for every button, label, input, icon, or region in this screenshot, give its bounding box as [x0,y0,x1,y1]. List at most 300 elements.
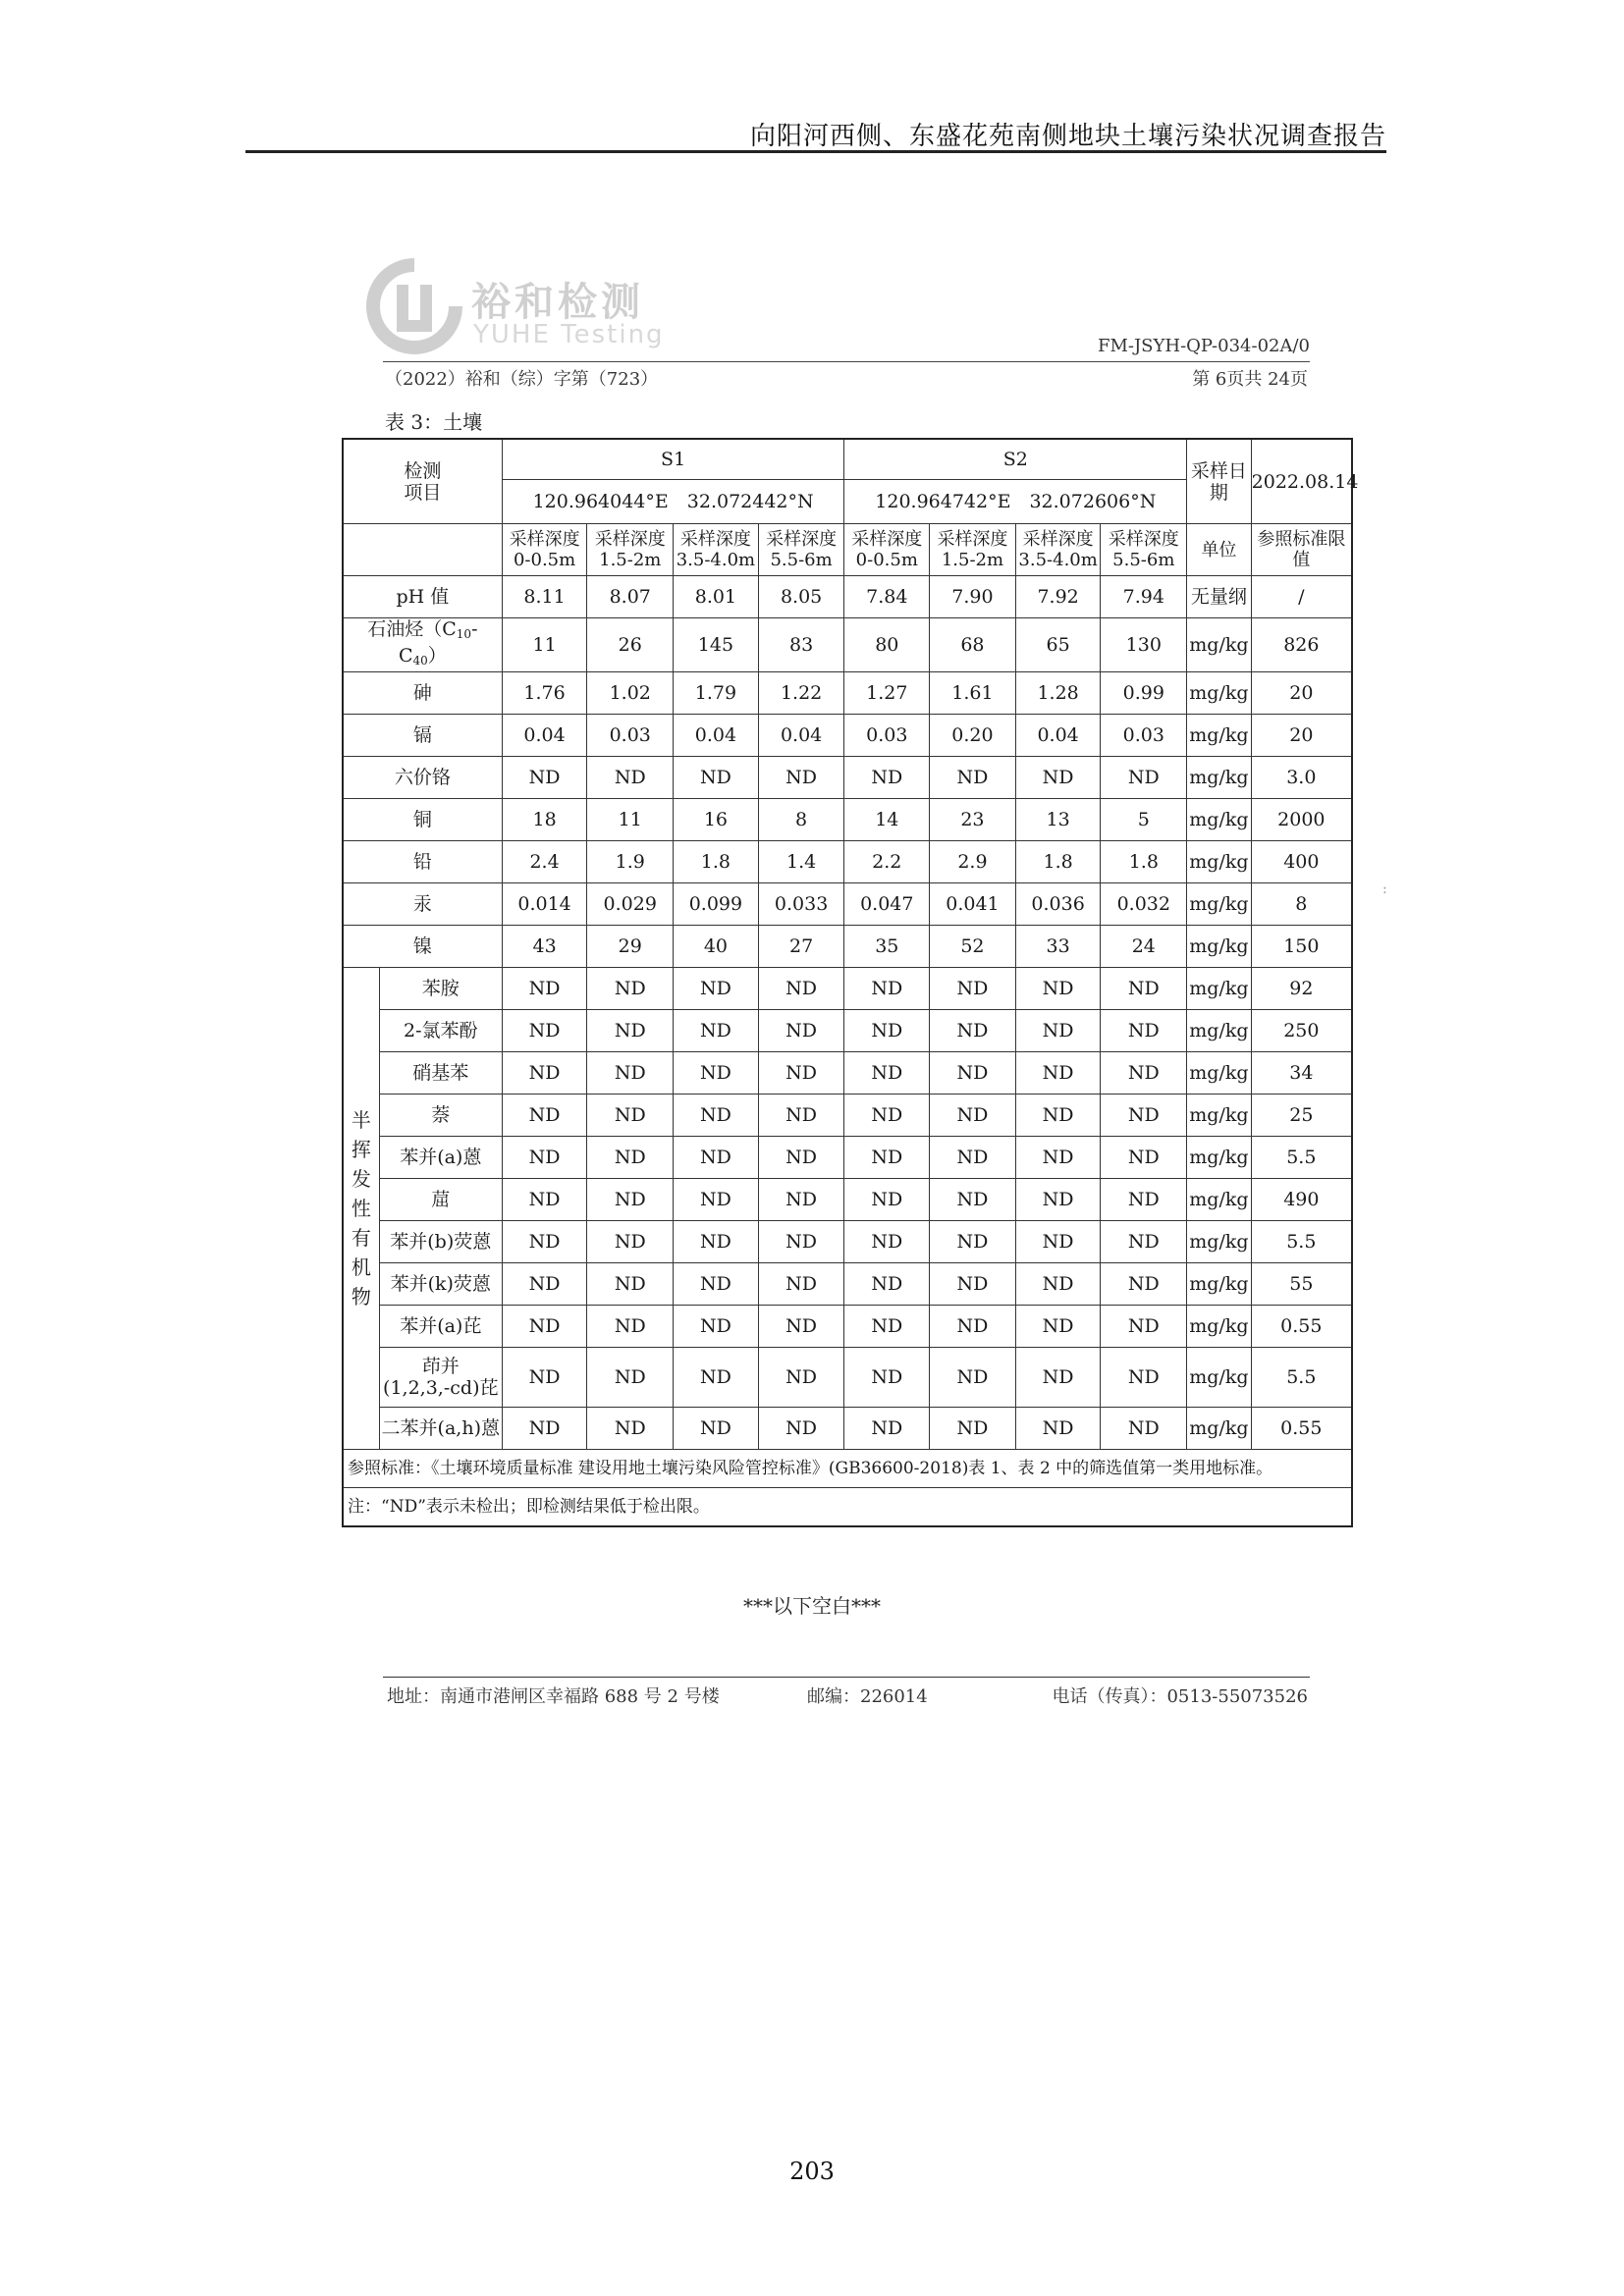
value-cell: 0.036 [1015,883,1101,926]
value-cell: ND [930,1137,1016,1179]
value-cell: ND [930,1179,1016,1221]
item-name: 砷 [343,672,502,715]
depth-label: 采样深度 [1108,529,1179,550]
value-cell: ND [502,1221,587,1263]
value-cell: ND [844,1010,930,1052]
value-cell: 0.04 [758,715,844,757]
depth-label: 采样深度 [1022,529,1094,550]
value-cell: 8.11 [502,576,587,618]
svoc-group-label: 半 挥 发 性 有 机 物 [343,968,379,1450]
page-header-rule [245,150,1386,153]
value-cell: 7.84 [844,576,930,618]
value-cell: 7.92 [1015,576,1101,618]
depth-header [502,524,587,576]
value-cell: 0.04 [1015,715,1101,757]
value-cell: 0.014 [502,883,587,926]
value-cell: 11 [502,618,587,672]
table-row [343,576,1352,618]
value-cell: ND [1015,1306,1101,1348]
unit-cell: mg/kg [1187,1263,1252,1306]
table-row [343,883,1352,926]
item-header [343,439,502,524]
item-name-part: ） [427,645,447,667]
table-row [343,1010,1352,1052]
item-name [343,618,502,672]
sampling-date: 2022.08.14 [1251,439,1352,524]
value-cell: ND [844,1408,930,1450]
item-name-line2: (1,2,3,-cd)芘 [383,1377,499,1399]
limit-cell: 826 [1251,618,1352,672]
limit-cell: 34 [1251,1052,1352,1095]
value-cell: ND [502,1263,587,1306]
table-row [343,715,1352,757]
value-cell: 0.04 [674,715,759,757]
form-code: FM-JSYH-QP-034-02A/0 [1097,336,1310,356]
unit-cell: mg/kg [1187,1137,1252,1179]
value-cell: ND [674,1010,759,1052]
value-cell: ND [1015,1179,1101,1221]
item-name: 苯并(k)荧蒽 [379,1263,502,1306]
unit-cell: mg/kg [1187,715,1252,757]
value-cell: 1.4 [758,841,844,883]
value-cell: ND [1015,1052,1101,1095]
end-of-content-mark: ***以下空白*** [743,1594,881,1618]
item-name: 六价铬 [343,757,502,799]
value-cell: ND [502,1306,587,1348]
table-row [343,1052,1352,1095]
value-cell: ND [587,1306,674,1348]
limit-cell: 20 [1251,715,1352,757]
unit-cell: mg/kg [1187,1052,1252,1095]
limit-cell: 8 [1251,883,1352,926]
value-cell: ND [1015,968,1101,1010]
item-header-line1: 检测 [404,459,442,482]
value-cell: ND [674,1221,759,1263]
value-cell: ND [502,1348,587,1408]
table-caption: 表 3：土壤 [385,410,483,434]
value-cell: ND [674,757,759,799]
value-cell: ND [674,1263,759,1306]
value-cell: ND [758,1263,844,1306]
value-cell: ND [930,968,1016,1010]
value-cell: ND [1015,1408,1101,1450]
item-name: 铅 [343,841,502,883]
meta-divider [383,361,1310,362]
depth-header [674,524,759,576]
value-cell: ND [502,968,587,1010]
table-row [343,1095,1352,1137]
value-cell: 1.22 [758,672,844,715]
unit-header: 单位 [1187,524,1252,576]
value-cell: ND [502,757,587,799]
item-name: 镍 [343,926,502,968]
table-row [343,926,1352,968]
depth-header [587,524,674,576]
value-cell: ND [502,1179,587,1221]
value-cell: 26 [587,618,674,672]
footer-address: 地址：南通市港闸区幸福路 688 号 2 号楼 [387,1686,720,1707]
value-cell: ND [758,968,844,1010]
value-cell: ND [844,1221,930,1263]
table-row [343,1221,1352,1263]
value-cell: 1.28 [1015,672,1101,715]
page-of-count: 第 6页共 24页 [1192,369,1308,390]
item-name: 苯并(a)蒽 [379,1137,502,1179]
value-cell: ND [758,1221,844,1263]
value-cell: ND [502,1408,587,1450]
value-cell: ND [758,1179,844,1221]
side-margin-mark: : [1382,881,1387,897]
value-cell: 16 [674,799,759,841]
depth-value: 5.5-6m [770,550,833,570]
depth-label: 采样深度 [509,529,580,550]
value-cell: ND [1101,968,1187,1010]
site-s2-coords: 120.964742°E 32.072606°N [844,480,1187,524]
depth-value: 0-0.5m [855,550,918,570]
item-name-part: -C [398,618,478,667]
value-cell: ND [758,757,844,799]
value-cell: ND [1015,1348,1101,1408]
value-cell: ND [1015,1095,1101,1137]
site-s1-name: S1 [502,439,844,480]
value-cell: 7.90 [930,576,1016,618]
table-row [343,968,1352,1010]
limit-cell: 3.0 [1251,757,1352,799]
value-cell: 18 [502,799,587,841]
unit-cell: mg/kg [1187,926,1252,968]
depth-value: 3.5-4.0m [676,550,756,570]
item-header-blank [343,524,502,576]
value-cell: 0.047 [844,883,930,926]
item-name: 2-氯苯酚 [379,1010,502,1052]
item-name: 苯并(a)芘 [379,1306,502,1348]
limit-cell: 0.55 [1251,1408,1352,1450]
page-header-title: 向阳河西侧、东盛花苑南侧地块土壤污染状况调查报告 [749,122,1386,151]
item-name: 铜 [343,799,502,841]
value-cell: 0.03 [844,715,930,757]
value-cell: 1.79 [674,672,759,715]
value-cell: 1.8 [1015,841,1101,883]
value-cell: 80 [844,618,930,672]
value-cell: ND [587,1348,674,1408]
item-name: 二苯并(a,h)蒽 [379,1408,502,1450]
value-cell: ND [930,1052,1016,1095]
value-cell: ND [674,1179,759,1221]
value-cell: ND [1101,1010,1187,1052]
unit-cell: 无量纲 [1187,576,1252,618]
logo-name-cn: 裕和检测 [471,280,644,325]
footer-phone: 电话（传真）：0513-55073526 [1052,1686,1308,1707]
table-row [343,672,1352,715]
value-cell: ND [930,757,1016,799]
value-cell: ND [844,1179,930,1221]
table-row [343,1137,1352,1179]
value-cell: ND [1101,1052,1187,1095]
value-cell: ND [502,1137,587,1179]
value-cell: 130 [1101,618,1187,672]
site-s1-coords: 120.964044°E 32.072442°N [502,480,844,524]
item-name-subscript: 40 [412,654,428,667]
value-cell: 8.07 [587,576,674,618]
depth-label: 采样深度 [937,529,1008,550]
value-cell: ND [930,1263,1016,1306]
item-header-line2: 项目 [404,481,442,504]
value-cell: ND [587,968,674,1010]
depth-header [930,524,1016,576]
value-cell: ND [844,757,930,799]
value-cell: ND [1101,1306,1187,1348]
value-cell: ND [1015,1010,1101,1052]
limit-cell: 25 [1251,1095,1352,1137]
table-row [343,757,1352,799]
limit-cell: 400 [1251,841,1352,883]
value-cell: ND [930,1306,1016,1348]
depth-value: 5.5-6m [1112,550,1175,570]
value-cell: ND [587,1137,674,1179]
table-row [343,1306,1352,1348]
depth-label: 采样深度 [594,529,666,550]
depth-value: 1.5-2m [941,550,1004,570]
value-cell: ND [758,1010,844,1052]
yuhe-logo-icon [365,257,463,355]
table-row [343,841,1352,883]
table-row [343,1408,1352,1450]
value-cell: 1.8 [1101,841,1187,883]
item-name: 苯胺 [379,968,502,1010]
nd-note: 注：“ND”表示未检出；即检测结果低于检出限。 [343,1488,1352,1527]
value-cell: ND [758,1052,844,1095]
report-number: （2022）裕和（综）字第（723） [385,369,659,390]
value-cell: 0.20 [930,715,1016,757]
value-cell: 83 [758,618,844,672]
unit-cell: mg/kg [1187,618,1252,672]
value-cell: 8.01 [674,576,759,618]
value-cell: ND [1101,1095,1187,1137]
value-cell: 27 [758,926,844,968]
value-cell: 7.94 [1101,576,1187,618]
value-cell: 0.03 [587,715,674,757]
value-cell: 0.032 [1101,883,1187,926]
value-cell: 0.04 [502,715,587,757]
value-cell: 33 [1015,926,1101,968]
limit-cell: 250 [1251,1010,1352,1052]
unit-cell: mg/kg [1187,968,1252,1010]
limit-cell: 20 [1251,672,1352,715]
logo-name-en: YUHE Testing [473,320,665,349]
value-cell: 43 [502,926,587,968]
value-cell: 14 [844,799,930,841]
value-cell: 1.02 [587,672,674,715]
value-cell: ND [758,1408,844,1450]
item-name: 苯并(b)荧蒽 [379,1221,502,1263]
value-cell: 0.029 [587,883,674,926]
limit-cell: 5.5 [1251,1221,1352,1263]
value-cell: ND [844,1306,930,1348]
table-row [343,1348,1352,1408]
limit-cell: 92 [1251,968,1352,1010]
value-cell: ND [502,1052,587,1095]
value-cell: ND [674,1095,759,1137]
table-row [343,618,1352,672]
value-cell: ND [587,1263,674,1306]
value-cell: ND [930,1221,1016,1263]
value-cell: ND [1015,1263,1101,1306]
depth-label: 采样深度 [851,529,923,550]
item-name: 萘 [379,1095,502,1137]
value-cell: ND [844,1137,930,1179]
sampling-date-label: 采样日期 [1187,439,1252,524]
value-cell: 40 [674,926,759,968]
value-cell: ND [758,1095,844,1137]
value-cell: ND [587,1052,674,1095]
value-cell: ND [587,1179,674,1221]
item-name-line1: 茚并 [421,1356,460,1377]
depth-header [844,524,930,576]
value-cell: ND [1101,1263,1187,1306]
value-cell: ND [930,1010,1016,1052]
value-cell: 0.03 [1101,715,1187,757]
depth-header [758,524,844,576]
value-cell: ND [930,1348,1016,1408]
value-cell: 24 [1101,926,1187,968]
value-cell: ND [758,1306,844,1348]
value-cell: ND [1101,1408,1187,1450]
standard-header: 参照标准限值 [1251,524,1352,576]
item-name [379,1348,502,1408]
site-s2-name: S2 [844,439,1187,480]
value-cell: ND [844,1263,930,1306]
value-cell: ND [674,1137,759,1179]
value-cell: ND [844,968,930,1010]
value-cell: ND [1015,1221,1101,1263]
item-name: 硝基苯 [379,1052,502,1095]
value-cell: ND [674,1306,759,1348]
value-cell: 0.99 [1101,672,1187,715]
page-number: 203 [789,2158,835,2185]
value-cell: ND [674,1348,759,1408]
table-row [343,1263,1352,1306]
value-cell: ND [758,1348,844,1408]
value-cell: 2.4 [502,841,587,883]
item-name: 汞 [343,883,502,926]
depth-header [1101,524,1187,576]
value-cell: ND [587,757,674,799]
value-cell: 8 [758,799,844,841]
value-cell: ND [502,1010,587,1052]
value-cell: 65 [1015,618,1101,672]
depth-value: 3.5-4.0m [1018,550,1098,570]
value-cell: 11 [587,799,674,841]
value-cell: ND [502,1095,587,1137]
unit-cell: mg/kg [1187,1221,1252,1263]
value-cell: 1.9 [587,841,674,883]
value-cell: ND [1015,757,1101,799]
unit-cell: mg/kg [1187,757,1252,799]
depth-value: 1.5-2m [599,550,662,570]
unit-cell: mg/kg [1187,1408,1252,1450]
item-name-subscript: 10 [456,627,472,641]
item-name: 镉 [343,715,502,757]
limit-cell: / [1251,576,1352,618]
value-cell: 2.2 [844,841,930,883]
value-cell: 13 [1015,799,1101,841]
unit-cell: mg/kg [1187,1348,1252,1408]
limit-cell: 490 [1251,1179,1352,1221]
value-cell: 68 [930,618,1016,672]
value-cell: ND [930,1095,1016,1137]
value-cell: ND [1101,1348,1187,1408]
value-cell: ND [844,1052,930,1095]
value-cell: ND [758,1137,844,1179]
unit-cell: mg/kg [1187,1010,1252,1052]
item-name-part: 石油烃（C [367,618,457,640]
value-cell: ND [587,1010,674,1052]
item-name: pH 值 [343,576,502,618]
value-cell: 35 [844,926,930,968]
value-cell: 2.9 [930,841,1016,883]
value-cell: ND [1101,1137,1187,1179]
value-cell: 1.61 [930,672,1016,715]
value-cell: ND [674,968,759,1010]
unit-cell: mg/kg [1187,799,1252,841]
limit-cell: 5.5 [1251,1348,1352,1408]
soil-results-table [342,438,1359,1527]
value-cell: ND [587,1221,674,1263]
footer-rule [383,1677,1310,1678]
unit-cell: mg/kg [1187,841,1252,883]
value-cell: 1.76 [502,672,587,715]
value-cell: ND [844,1348,930,1408]
value-cell: 0.033 [758,883,844,926]
table-row [343,799,1352,841]
value-cell: ND [674,1052,759,1095]
unit-cell: mg/kg [1187,1306,1252,1348]
value-cell: ND [587,1095,674,1137]
unit-cell: mg/kg [1187,1095,1252,1137]
unit-cell: mg/kg [1187,672,1252,715]
table-row [343,1179,1352,1221]
value-cell: ND [674,1408,759,1450]
yuhe-logo [365,257,679,355]
value-cell: ND [1101,757,1187,799]
limit-cell: 2000 [1251,799,1352,841]
value-cell: ND [1101,1179,1187,1221]
limit-cell: 150 [1251,926,1352,968]
depth-header [1015,524,1101,576]
value-cell: ND [587,1408,674,1450]
value-cell: ND [844,1095,930,1137]
value-cell: 29 [587,926,674,968]
limit-cell: 5.5 [1251,1137,1352,1179]
value-cell: 52 [930,926,1016,968]
value-cell: 5 [1101,799,1187,841]
value-cell: 0.041 [930,883,1016,926]
limit-cell: 0.55 [1251,1306,1352,1348]
value-cell: 0.099 [674,883,759,926]
value-cell: 8.05 [758,576,844,618]
reference-standard-note: 参照标准：《土壤环境质量标准 建设用地土壤污染风险管控标准》(GB36600-2018)表 1、表 2 中的筛选值第一类用地标准。 [343,1450,1352,1488]
value-cell: 1.27 [844,672,930,715]
depth-label: 采样深度 [679,529,751,550]
unit-cell: mg/kg [1187,883,1252,926]
value-cell: ND [1015,1137,1101,1179]
value-cell: ND [1101,1221,1187,1263]
item-name: 䓛 [379,1179,502,1221]
footer-postcode: 邮编：226014 [807,1686,928,1707]
depth-label: 采样深度 [766,529,838,550]
limit-cell: 55 [1251,1263,1352,1306]
value-cell: 1.8 [674,841,759,883]
